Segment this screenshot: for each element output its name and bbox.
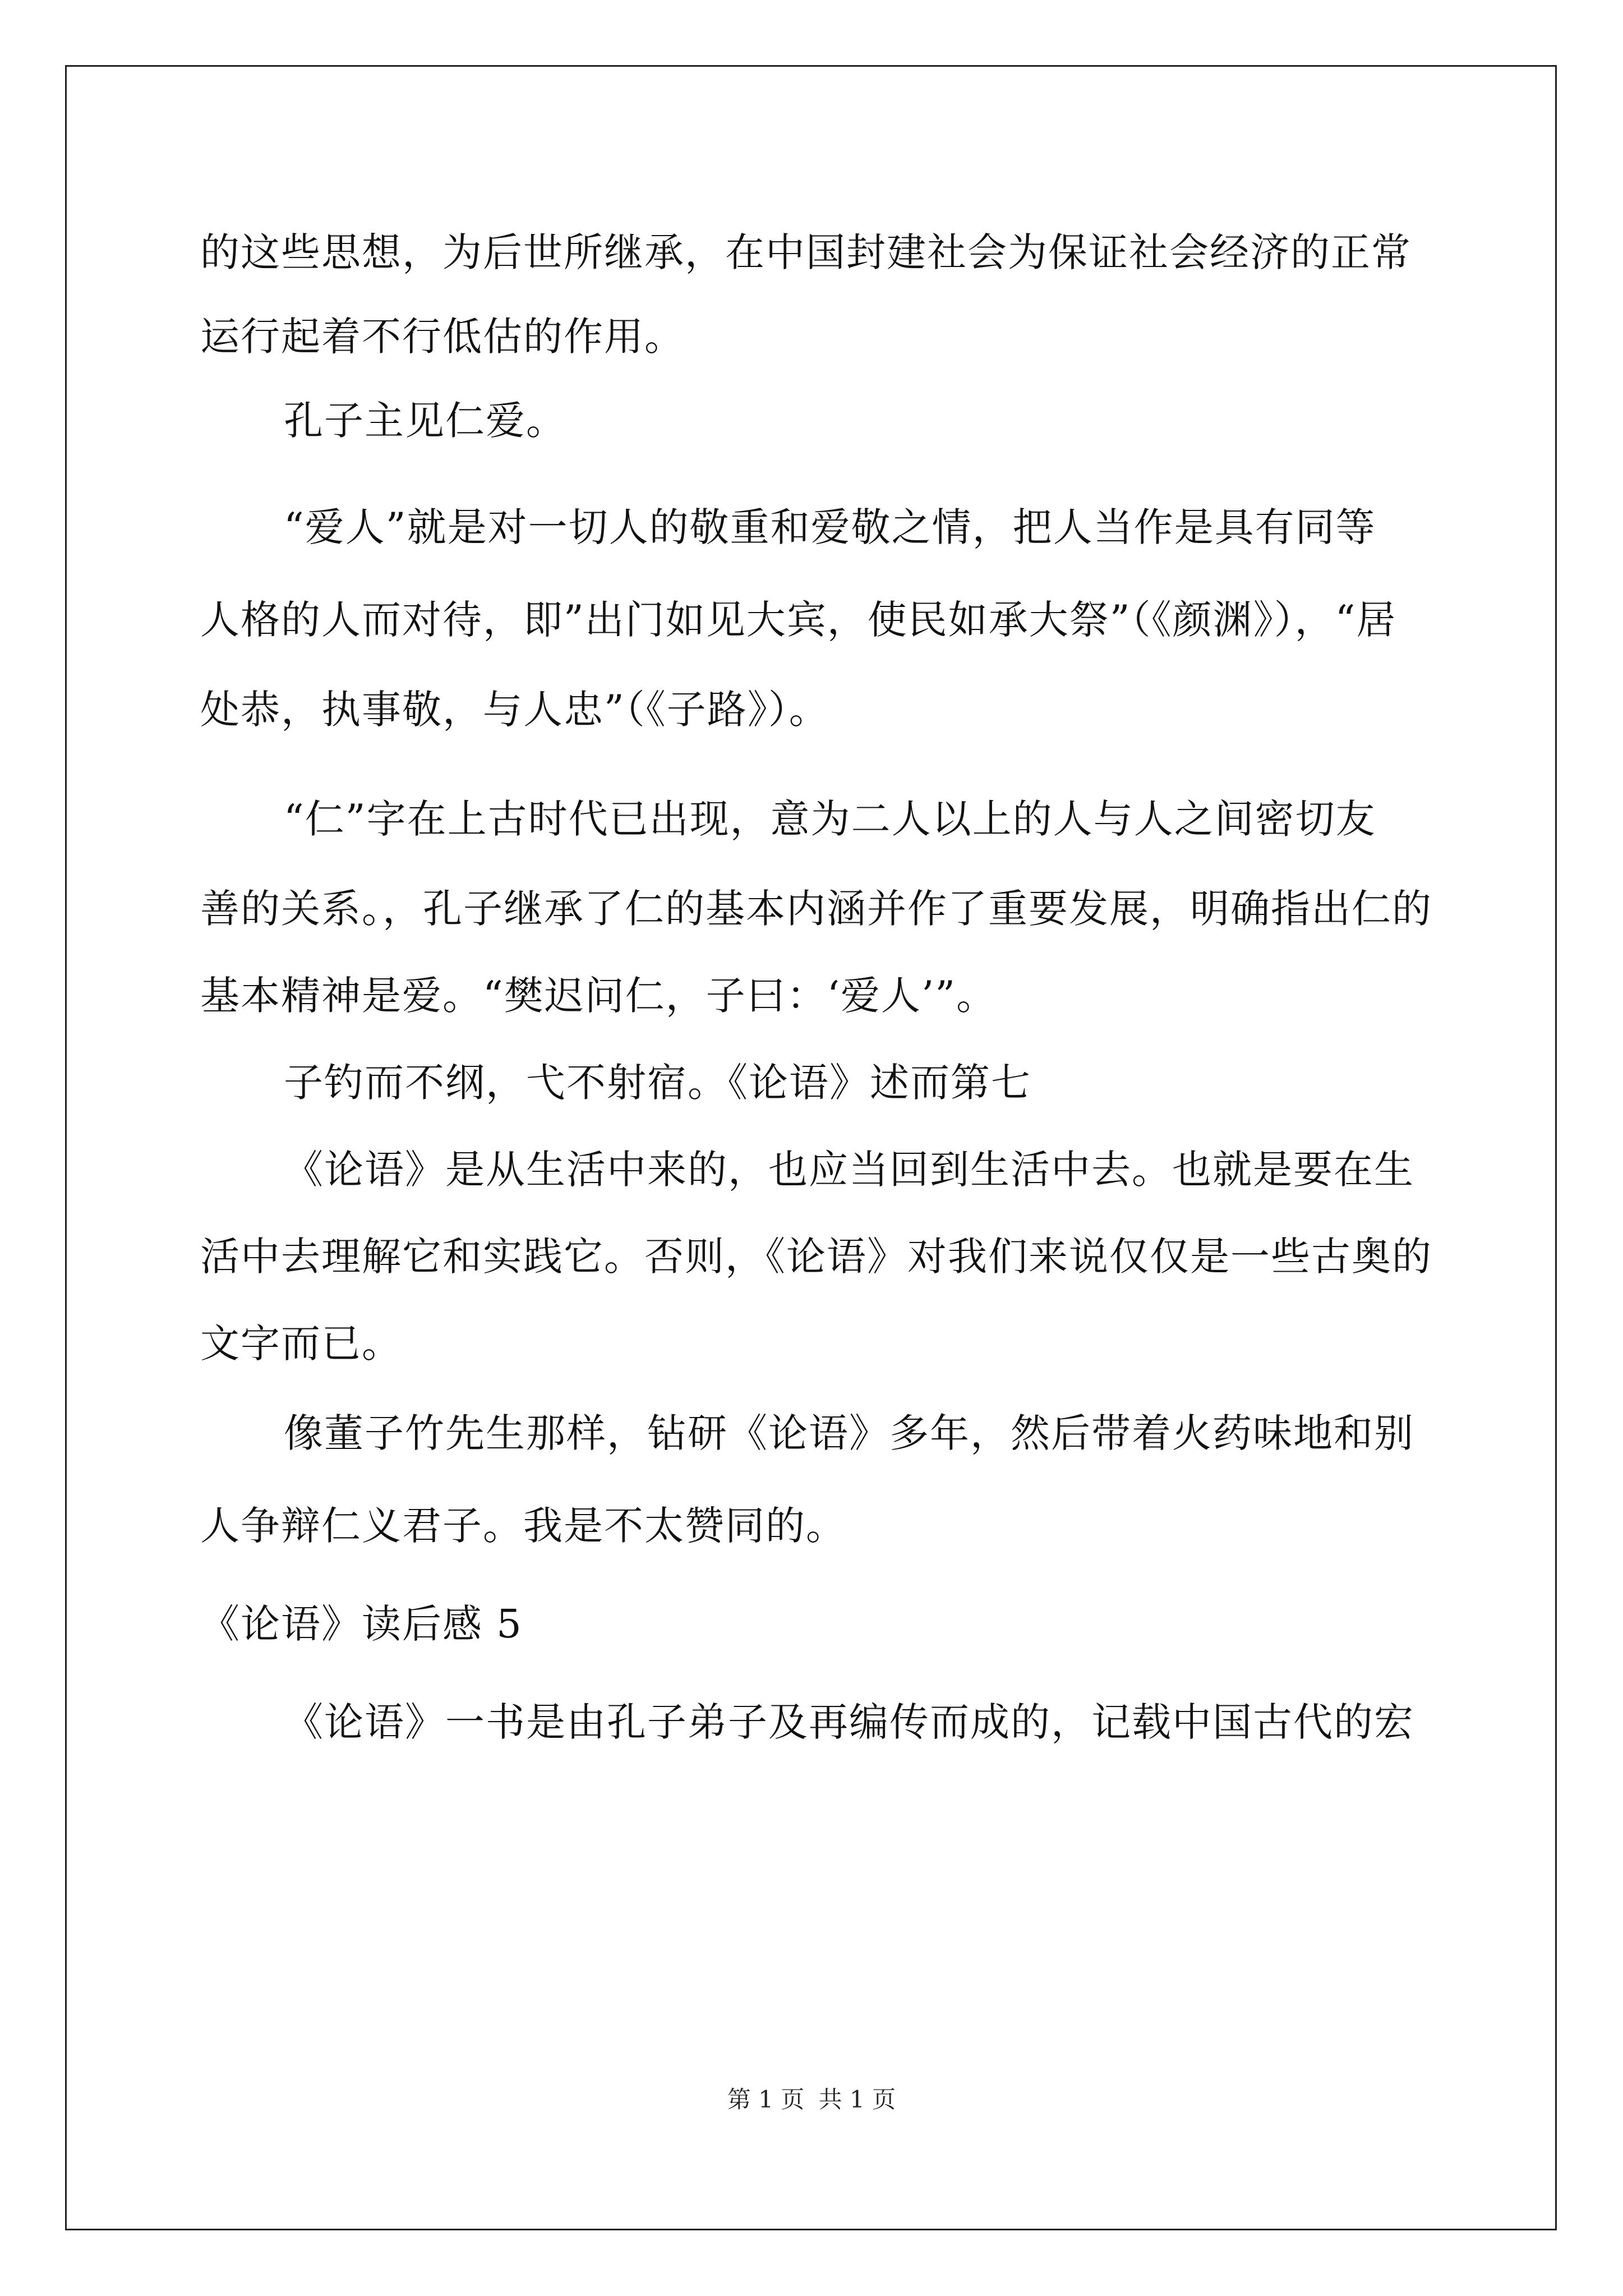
body-line: 运行起着不行低估的作用。 [200, 314, 685, 360]
page-footer [0, 2086, 1623, 2114]
body-line: 处恭，执事敬，与人忠”（《子路》）。 [200, 687, 829, 733]
section-heading: 《论语》读后感 5 [200, 1601, 523, 1647]
body-line: 活中去理解它和实践它。否则，《论语》对我们来说仅仅是一些古奥的 [200, 1234, 1432, 1280]
body-line: 基本精神是爱。“樊迟问仁，子曰：‘爱人’”。 [200, 973, 997, 1019]
body-line: 文字而已。 [200, 1320, 402, 1366]
body-line: 像董子竹先生那样，钻研《论语》多年，然后带着火药味地和别 [284, 1410, 1414, 1456]
page-total: 共 1 页 [818, 2086, 896, 2113]
body-line: 《论语》一书是由孔子弟子及再编传而成的，记载中国古代的宏 [284, 1699, 1414, 1745]
body-line: “爱人”就是对一切人的敬重和爱敬之情，把人当作是具有同等 [284, 504, 1376, 550]
body-line: 子钓而不纲，弋不射宿。《论语》述而第七 [284, 1060, 1031, 1106]
body-line: 孔子主见仁爱。 [284, 398, 566, 444]
page-number: 第 1 页 [727, 2086, 805, 2113]
body-line: 善的关系。，孔子继承了仁的基本内涵并作了重要发展，明确指出仁的 [200, 886, 1432, 932]
body-line: “仁”字在上古时代已出现，意为二人以上的人与人之间密切友 [284, 796, 1376, 842]
body-line: 的这些思想，为后世所继承，在中国封建社会为保证社会经济的正常 [200, 229, 1412, 275]
body-line: 人格的人而对待，即”出门如见大宾，使民如承大祭”（《颜渊》），“居 [200, 597, 1397, 643]
body-line: 人争辩仁义君子。我是不太赞同的。 [200, 1503, 846, 1549]
body-line: 《论语》是从生活中来的，也应当回到生活中去。也就是要在生 [284, 1147, 1414, 1193]
